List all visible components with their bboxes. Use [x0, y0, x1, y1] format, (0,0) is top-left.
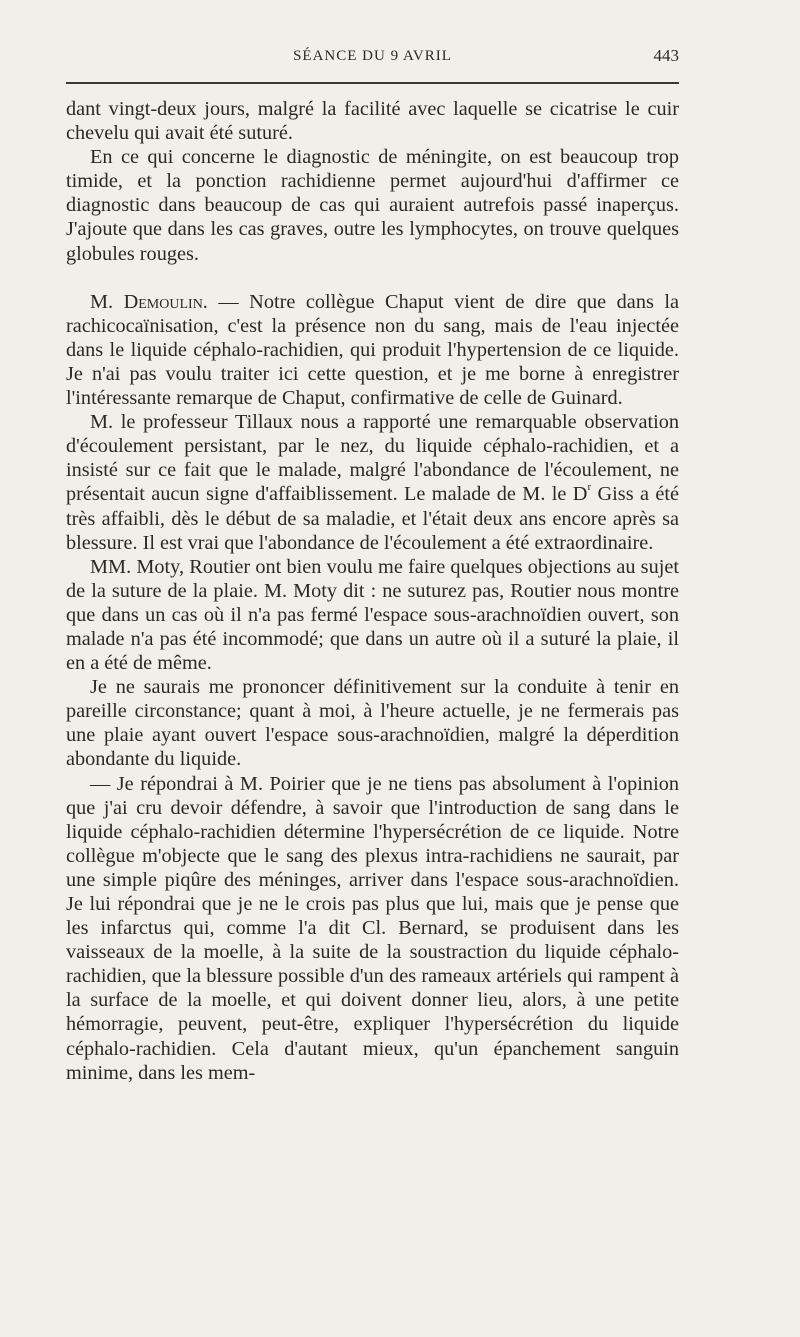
- speaker-name: M. Demoulin.: [90, 290, 208, 313]
- paragraph-text: Giss a été très affaibli, dès le début de sa maladie, et l'était deux ans encore après sa blessure. Il est vrai que l'abondance de l'écoulement a été extraordinaire.: [66, 483, 679, 554]
- paragraph: En ce qui concerne le diagnostic de méningite, on est beaucoup trop timide, et la ponction rachidienne permet aujourd'hui d'affirmer ce diagnostic dans beaucoup de cas qui auraient autrefois passé inaperçus. J'ajoute que dans les cas graves, outre les lymphocytes, on trouve quelques globules rouges.: [66, 146, 679, 265]
- paragraph: dant vingt-deux jours, malgré la facilité avec laquelle se cicatrise le cuir chevelu qui avait été suturé.: [66, 98, 679, 145]
- page-number: 443: [653, 46, 679, 65]
- body-text: [66, 97, 679, 1085]
- paragraph: Je ne saurais me prononcer définitivement sur la conduite à tenir en pareille circonstance; quant à moi, à l'heure actuelle, je ne fermerais pas une plaie ayant ouvert l'espace sous-arachnoïdien, malgré la déperdition abondante du liquide.: [66, 676, 679, 771]
- running-header: [66, 42, 679, 72]
- paragraph-text: — Notre collègue Chaput vient de dire que dans la rachicocaïnisation, c'est la présence non du sang, mais de l'eau injectée dans le liquide céphalo-rachidien, qui produit l'hypertension de ce liquide. Je n'ai pas voulu traiter ici cette question, et je me borne à enregistrer l'intéressante remarque de Chaput, confirmative de celle de Guinard.: [66, 290, 679, 410]
- header-rule: [66, 82, 679, 84]
- paragraph-speaker: [66, 290, 679, 410]
- paragraph: MM. Moty, Routier ont bien voulu me faire quelques objections au sujet de la suture de la plaie. M. Moty dit : ne suturez pas, Routier nous montre que dans un cas où il n'a pas fermé l'espace sous-arachnoïdien ouvert, son malade n'a pas été incommodé; que dans un autre où il a suturé la plaie, il en a été de même.: [66, 555, 679, 675]
- paragraph: — Je répondrai à M. Poirier que je ne tiens pas absolument à l'opinion que j'ai cru devoir défendre, à savoir que l'introduction de sang dans le liquide céphalo-rachidien détermine l'hypersécrétion de ce liquide. Notre collègue m'objecte que le sang des plexus intra-rachidiens ne saurait, par une simple piqûre des méninges, arriver dans l'espace sous-arachnoïdien. Je lui répondrai que je ne le crois pas plus que lui, mais que je pense que les infarctus qui, comme l'a dit Cl. Bernard, se produisent dans les vaisseaux de la moelle, à la suite de la soustraction du liquide céphalo-rachidien, que la blessure possible d'un des rameaux artériels qui rampent à la surface de la moelle, et qui doivent donner lieu, alors, à une petite hémorragie, peuvent, peut-être, expliquer l'hypersécrétion du liquide céphalo-rachidien. Cela d'autant mieux, qu'un épanchement sanguin minime, dans les mem-: [66, 772, 679, 1084]
- superscript: r: [587, 481, 592, 494]
- paragraph: [66, 410, 679, 555]
- header-title: SÉANCE DU 9 AVRIL: [293, 48, 452, 64]
- paragraph-text: M. le professeur Tillaux nous a rapporté une remarquable observation d'écoulement persistant, par le nez, du liquide céphalo-rachidien, et a insisté sur ce fait que le malade, malgré l'abondance de l'écoulement, ne présentait aucun signe d'affaiblissement. Le malade de M. le D: [66, 411, 679, 506]
